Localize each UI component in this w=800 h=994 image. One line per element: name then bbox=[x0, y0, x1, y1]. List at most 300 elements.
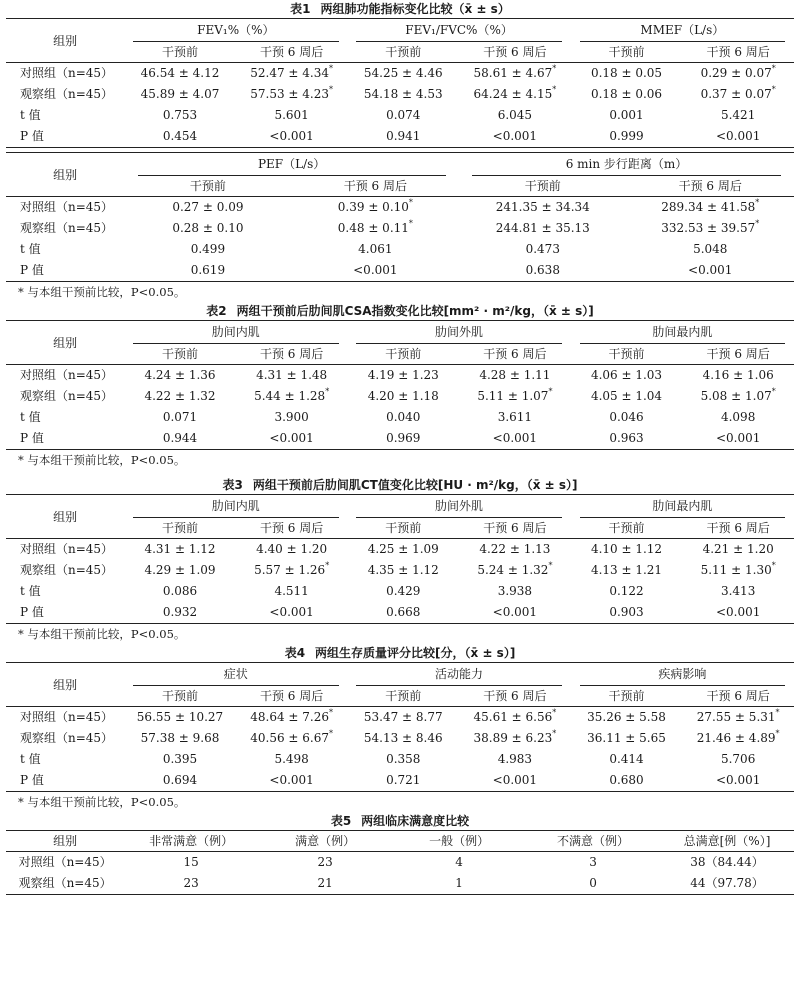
table-cell bbox=[124, 560, 236, 581]
cell-value: 5.498 bbox=[274, 752, 309, 766]
table-cell bbox=[236, 749, 348, 770]
table-cell bbox=[682, 581, 794, 602]
significance-marker: * bbox=[548, 561, 553, 570]
cell-value: 0.903 bbox=[609, 605, 644, 619]
cell-value: 4.40 ± 1.20 bbox=[256, 542, 328, 556]
table1-header-row bbox=[6, 19, 794, 43]
before-header: 干预前 bbox=[347, 344, 459, 365]
before-header: 干预前 bbox=[571, 42, 683, 63]
table-cell bbox=[571, 728, 683, 749]
table-cell bbox=[571, 126, 683, 148]
table2 bbox=[6, 320, 794, 450]
table-cell bbox=[124, 386, 236, 407]
table-cell bbox=[236, 602, 348, 624]
table2-colgroup-header bbox=[124, 321, 347, 345]
significance-marker: * bbox=[771, 387, 776, 396]
before-header: 干预前 bbox=[571, 686, 683, 707]
row-label: 对照组（n=45） bbox=[20, 66, 114, 80]
table-cell bbox=[124, 581, 236, 602]
cell-value: 0.499 bbox=[190, 242, 226, 256]
table-cell bbox=[347, 407, 459, 428]
table-cell bbox=[258, 852, 392, 874]
table-cell bbox=[682, 602, 794, 624]
table-cell bbox=[236, 84, 348, 105]
cell-value: 0.122 bbox=[609, 584, 644, 598]
cell-value: 5.11 ± 1.30 bbox=[700, 563, 772, 577]
cell-value: 0.071 bbox=[162, 410, 198, 424]
table5-caption-text: 两组临床满意度比较 bbox=[361, 814, 470, 828]
table-cell bbox=[236, 560, 348, 581]
table-row bbox=[6, 386, 794, 407]
table3-colgroup-label: 肋间最内肌 bbox=[580, 495, 785, 518]
significance-marker: * bbox=[771, 85, 776, 94]
table2-body bbox=[6, 365, 794, 450]
table1b-colgroup-label: 6 min 步行距离（m） bbox=[472, 153, 780, 176]
table-cell bbox=[236, 770, 348, 792]
table-cell bbox=[124, 873, 258, 895]
cell-value: 0.619 bbox=[190, 263, 226, 277]
table4-colgroup-header bbox=[571, 663, 794, 687]
table3-colgroup-header bbox=[347, 495, 570, 519]
significance-marker: * bbox=[755, 198, 760, 207]
table1b-colgroup-label: PEF（L/s） bbox=[138, 153, 446, 176]
after-header: 干预 6 周后 bbox=[459, 344, 571, 365]
table4-header-row bbox=[6, 663, 794, 687]
table-cell bbox=[124, 260, 291, 282]
table-cell bbox=[124, 539, 236, 561]
cell-value: <0.001 bbox=[269, 129, 314, 143]
table-cell bbox=[124, 84, 236, 105]
significance-marker: * bbox=[408, 198, 413, 207]
row-label: P 值 bbox=[20, 263, 44, 277]
table-cell bbox=[124, 407, 236, 428]
cell-value: 0.414 bbox=[609, 752, 644, 766]
after-header: 干预 6 周后 bbox=[682, 686, 794, 707]
table1b-body bbox=[6, 197, 794, 282]
table1-caption bbox=[6, 0, 794, 18]
before-header: 干预前 bbox=[124, 344, 236, 365]
cell-value: 54.25 ± 4.46 bbox=[363, 66, 443, 80]
cell-value: <0.001 bbox=[715, 773, 761, 787]
cell-value: <0.001 bbox=[715, 129, 761, 143]
row-label: 观察组（n=45） bbox=[20, 731, 114, 745]
cell-value: 0.429 bbox=[386, 584, 421, 598]
cell-value: 4.31 ± 1.12 bbox=[144, 542, 216, 556]
table-cell bbox=[459, 581, 571, 602]
table4-colgroup-label: 症状 bbox=[133, 663, 338, 686]
table-row bbox=[6, 239, 794, 260]
cell-value: 46.54 ± 4.12 bbox=[140, 66, 220, 80]
table-cell bbox=[459, 63, 571, 85]
table1-group-header: 组别 bbox=[6, 19, 124, 63]
table1-colgroup-header bbox=[347, 19, 570, 43]
table5-header-satisfied: 满意（例） bbox=[258, 831, 392, 852]
cell-value: 0.27 ± 0.09 bbox=[172, 200, 244, 214]
table-cell bbox=[292, 218, 459, 239]
table-cell bbox=[347, 365, 459, 387]
table-cell bbox=[627, 218, 795, 239]
cell-value: 5.11 ± 1.07 bbox=[477, 389, 549, 403]
table5-header-neutral: 一般（例） bbox=[392, 831, 526, 852]
table-cell bbox=[571, 365, 683, 387]
table-cell bbox=[627, 260, 795, 282]
table4-body bbox=[6, 707, 794, 792]
table-cell bbox=[459, 386, 571, 407]
table-cell bbox=[682, 126, 794, 148]
table-cell bbox=[292, 197, 459, 219]
table-cell bbox=[124, 105, 236, 126]
cell-value: <0.001 bbox=[353, 263, 398, 277]
cell-value: <0.001 bbox=[492, 129, 538, 143]
table-cell bbox=[459, 365, 571, 387]
table5-header-unsatisfied: 不满意（例） bbox=[526, 831, 660, 852]
table-row bbox=[6, 728, 794, 749]
cell-value: 53.47 ± 8.77 bbox=[363, 710, 443, 724]
table-cell bbox=[124, 428, 236, 450]
table4-colgroup-label: 活动能力 bbox=[356, 663, 561, 686]
after-header: 干预 6 周后 bbox=[459, 518, 571, 539]
table5-caption bbox=[6, 812, 794, 830]
cell-value: 5.08 ± 1.07 bbox=[700, 389, 772, 403]
cell-value: 21 bbox=[317, 876, 333, 890]
table-row bbox=[6, 428, 794, 450]
table-cell bbox=[347, 560, 459, 581]
table1b-group-header: 组别 bbox=[6, 153, 124, 197]
cell-value: 5.048 bbox=[693, 242, 728, 256]
cell-value: 0.932 bbox=[162, 605, 198, 619]
cell-value: 0.18 ± 0.06 bbox=[590, 87, 663, 101]
significance-marker: * bbox=[325, 387, 330, 396]
cell-value: 5.57 ± 1.26 bbox=[254, 563, 326, 577]
table-cell bbox=[124, 63, 236, 85]
row-label: t 值 bbox=[20, 584, 41, 598]
cell-value: 0.046 bbox=[609, 410, 644, 424]
row-label: 观察组（n=45） bbox=[20, 87, 114, 101]
after-header: 干预 6 周后 bbox=[292, 176, 459, 197]
cell-value: <0.001 bbox=[715, 605, 761, 619]
cell-value: 241.35 ± 34.34 bbox=[495, 200, 590, 214]
table1-colgroup-header bbox=[571, 19, 794, 43]
cell-value: 4.29 ± 1.09 bbox=[144, 563, 216, 577]
cell-value: 0.473 bbox=[525, 242, 560, 256]
table4-caption bbox=[6, 644, 794, 662]
table-cell bbox=[459, 728, 571, 749]
before-header: 干预前 bbox=[124, 42, 236, 63]
cell-value: 0.721 bbox=[386, 773, 421, 787]
table-cell bbox=[571, 581, 683, 602]
cell-value: 1 bbox=[455, 876, 463, 890]
significance-marker: * bbox=[552, 708, 557, 717]
table1-body bbox=[6, 63, 794, 148]
row-label: P 值 bbox=[20, 773, 44, 787]
table-cell bbox=[459, 560, 571, 581]
table-cell bbox=[682, 105, 794, 126]
table-cell bbox=[236, 581, 348, 602]
cell-value: <0.001 bbox=[688, 263, 733, 277]
table-cell bbox=[571, 84, 683, 105]
table1b-header-row bbox=[6, 153, 794, 177]
table1-colgroup-label: MMEF（L/s） bbox=[580, 19, 785, 42]
cell-value: 38（84.44） bbox=[690, 855, 764, 869]
row-label: 观察组（n=45） bbox=[20, 389, 114, 403]
row-label: P 值 bbox=[20, 431, 44, 445]
table-cell bbox=[571, 428, 683, 450]
after-header: 干预 6 周后 bbox=[236, 518, 348, 539]
table-cell bbox=[459, 770, 571, 792]
row-label: t 值 bbox=[20, 410, 41, 424]
table-cell bbox=[124, 126, 236, 148]
cell-value: 54.18 ± 4.53 bbox=[363, 87, 443, 101]
table3-header-row bbox=[6, 495, 794, 519]
table2-colgroup-header bbox=[571, 321, 794, 345]
cell-value: 3.611 bbox=[497, 410, 533, 424]
table5-header-very-satisfied: 非常满意（例） bbox=[124, 831, 258, 852]
row-label: 对照组（n=45） bbox=[20, 368, 114, 382]
cell-value: 4.511 bbox=[274, 584, 309, 598]
table-row bbox=[6, 197, 794, 219]
table-cell bbox=[682, 707, 794, 729]
cell-value: 0.001 bbox=[609, 108, 644, 122]
table-cell bbox=[292, 239, 459, 260]
after-header: 干预 6 周后 bbox=[236, 686, 348, 707]
cell-value: 3.413 bbox=[720, 584, 756, 598]
table1b-subheader-row bbox=[6, 176, 794, 197]
cell-value: 0.28 ± 0.10 bbox=[172, 221, 244, 235]
cell-value: 44（97.78） bbox=[690, 876, 764, 890]
cell-value: 332.53 ± 39.57 bbox=[661, 221, 756, 235]
cell-value: 0.680 bbox=[609, 773, 644, 787]
table-cell bbox=[236, 365, 348, 387]
table-cell bbox=[627, 197, 795, 219]
cell-value: 35.26 ± 5.58 bbox=[587, 710, 666, 724]
cell-value: 0.454 bbox=[162, 129, 198, 143]
table5 bbox=[6, 830, 794, 895]
table1-subheader-row bbox=[6, 42, 794, 63]
table2-colgroup-label: 肋间内肌 bbox=[133, 321, 338, 344]
table2-caption bbox=[6, 302, 794, 320]
table-cell bbox=[682, 749, 794, 770]
table-cell bbox=[124, 749, 236, 770]
cell-value: 4.10 ± 1.12 bbox=[590, 542, 663, 556]
table4-footnote: * 与本组干预前比较，P<0.05。 bbox=[18, 795, 186, 809]
table-cell bbox=[124, 218, 291, 239]
table1-caption-text: 两组肺功能指标变化比较（x̄ ± s） bbox=[320, 2, 510, 16]
table-cell bbox=[571, 407, 683, 428]
cell-value: 4.098 bbox=[720, 410, 756, 424]
before-header: 干预前 bbox=[347, 42, 459, 63]
table3-caption bbox=[6, 476, 794, 494]
table-cell bbox=[459, 84, 571, 105]
table5-header-total-satisfied: 总满意[例（%）] bbox=[660, 831, 794, 852]
cell-value: 4.06 ± 1.03 bbox=[590, 368, 663, 382]
table3-caption-text: 两组干预前后肋间肌CT值变化比较[HU · m²/kg，（x̄ ± s）] bbox=[252, 478, 578, 492]
table-cell bbox=[124, 197, 291, 219]
cell-value: 21.46 ± 4.89 bbox=[696, 731, 776, 745]
cell-value: 0.48 ± 0.11 bbox=[337, 221, 409, 235]
cell-value: 0.39 ± 0.10 bbox=[337, 200, 409, 214]
table-cell bbox=[347, 581, 459, 602]
table-cell bbox=[258, 873, 392, 895]
page bbox=[6, 0, 794, 895]
cell-value: 3 bbox=[589, 855, 597, 869]
row-label: t 值 bbox=[20, 242, 41, 256]
table-cell bbox=[292, 260, 459, 282]
significance-marker: * bbox=[771, 64, 776, 73]
table-cell bbox=[571, 602, 683, 624]
after-header: 干预 6 周后 bbox=[627, 176, 795, 197]
table1-colgroup-label: FEV₁%（%） bbox=[133, 19, 338, 42]
cell-value: 5.601 bbox=[274, 108, 309, 122]
table-cell bbox=[124, 239, 291, 260]
cell-value: 0.694 bbox=[162, 773, 198, 787]
cell-value: 0.963 bbox=[609, 431, 644, 445]
table-cell bbox=[124, 770, 236, 792]
table2-colgroup-header bbox=[347, 321, 570, 345]
table5-header-row bbox=[6, 831, 794, 852]
significance-marker: * bbox=[755, 219, 760, 228]
cell-value: 5.24 ± 1.32 bbox=[477, 563, 549, 577]
cell-value: 5.421 bbox=[720, 108, 756, 122]
cell-value: 4.22 ± 1.13 bbox=[479, 542, 551, 556]
cell-value: 0.37 ± 0.07 bbox=[700, 87, 772, 101]
after-header: 干预 6 周后 bbox=[682, 518, 794, 539]
cell-value: 3.900 bbox=[274, 410, 309, 424]
cell-value: 54.13 ± 8.46 bbox=[363, 731, 443, 745]
before-header: 干预前 bbox=[571, 344, 683, 365]
cell-value: 4.061 bbox=[358, 242, 393, 256]
table-cell bbox=[627, 239, 795, 260]
cell-value: 4.22 ± 1.32 bbox=[144, 389, 216, 403]
table1-caption-number: 表1 bbox=[290, 2, 311, 16]
cell-value: 4.19 ± 1.23 bbox=[367, 368, 439, 382]
row-label: P 值 bbox=[20, 605, 44, 619]
table2-colgroup-label: 肋间外肌 bbox=[356, 321, 561, 344]
after-header: 干预 6 周后 bbox=[236, 42, 348, 63]
significance-marker: * bbox=[775, 729, 780, 738]
table-row bbox=[6, 260, 794, 282]
cell-value: 0.638 bbox=[525, 263, 560, 277]
cell-value: 4.13 ± 1.21 bbox=[590, 563, 663, 577]
table-cell bbox=[124, 852, 258, 874]
before-header: 干预前 bbox=[347, 686, 459, 707]
cell-value: 52.47 ± 4.34 bbox=[250, 66, 329, 80]
row-label: 对照组（n=45） bbox=[20, 710, 114, 724]
table3-subheader-row bbox=[6, 518, 794, 539]
table3-colgroup-label: 肋间内肌 bbox=[133, 495, 338, 518]
table-cell bbox=[236, 63, 348, 85]
table-cell bbox=[526, 873, 660, 895]
table1-footnote: * 与本组干预前比较，P<0.05。 bbox=[18, 285, 186, 299]
table-row bbox=[6, 407, 794, 428]
table-cell bbox=[347, 386, 459, 407]
table-cell bbox=[459, 105, 571, 126]
table-cell bbox=[347, 126, 459, 148]
table3-colgroup-header bbox=[124, 495, 347, 519]
cell-value: 244.81 ± 35.13 bbox=[495, 221, 590, 235]
significance-marker: * bbox=[552, 64, 557, 73]
table3-colgroup-header bbox=[571, 495, 794, 519]
table-cell bbox=[660, 852, 794, 874]
before-header: 干预前 bbox=[347, 518, 459, 539]
after-header: 干预 6 周后 bbox=[682, 42, 794, 63]
cell-value: 6.045 bbox=[497, 108, 533, 122]
cell-value: 289.34 ± 41.58 bbox=[661, 200, 756, 214]
table-row bbox=[6, 873, 794, 895]
table-cell bbox=[571, 63, 683, 85]
table-row bbox=[6, 84, 794, 105]
cell-value: 0.086 bbox=[162, 584, 198, 598]
cell-value: 0.395 bbox=[162, 752, 198, 766]
cell-value: 57.53 ± 4.23 bbox=[250, 87, 329, 101]
cell-value: 36.11 ± 5.65 bbox=[587, 731, 666, 745]
table5-caption-number: 表5 bbox=[330, 814, 352, 828]
before-header: 干预前 bbox=[571, 518, 683, 539]
cell-value: 4.16 ± 1.06 bbox=[702, 368, 774, 382]
cell-value: 27.55 ± 5.31 bbox=[696, 710, 776, 724]
table1 bbox=[6, 18, 794, 148]
table-cell bbox=[682, 539, 794, 561]
table5-body bbox=[6, 852, 794, 895]
cell-value: 0.358 bbox=[386, 752, 421, 766]
table4-colgroup-header bbox=[347, 663, 570, 687]
cell-value: <0.001 bbox=[715, 431, 761, 445]
table-cell bbox=[459, 260, 626, 282]
cell-value: <0.001 bbox=[492, 431, 538, 445]
table-cell bbox=[682, 428, 794, 450]
table-cell bbox=[347, 539, 459, 561]
after-header: 干预 6 周后 bbox=[236, 344, 348, 365]
table-cell bbox=[571, 560, 683, 581]
table3-group-header: 组别 bbox=[6, 495, 124, 539]
table-cell bbox=[124, 728, 236, 749]
table-row bbox=[6, 581, 794, 602]
table-cell bbox=[682, 84, 794, 105]
table4-colgroup-label: 疾病影响 bbox=[580, 663, 785, 686]
table-cell bbox=[236, 539, 348, 561]
table-cell bbox=[459, 428, 571, 450]
significance-marker: * bbox=[325, 561, 330, 570]
cell-value: 0.074 bbox=[386, 108, 421, 122]
cell-value: 4.05 ± 1.04 bbox=[590, 389, 663, 403]
cell-value: 0.668 bbox=[386, 605, 421, 619]
cell-value: 40.56 ± 6.67 bbox=[250, 731, 329, 745]
before-header: 干预前 bbox=[459, 176, 626, 197]
cell-value: 4 bbox=[455, 855, 463, 869]
cell-value: <0.001 bbox=[269, 605, 314, 619]
row-label: 观察组（n=45） bbox=[18, 876, 112, 890]
cell-value: <0.001 bbox=[269, 431, 314, 445]
table-cell bbox=[571, 707, 683, 729]
row-label: t 值 bbox=[20, 108, 41, 122]
cell-value: <0.001 bbox=[492, 773, 538, 787]
row-label: 对照组（n=45） bbox=[20, 542, 114, 556]
after-header: 干预 6 周后 bbox=[682, 344, 794, 365]
table3-colgroup-label: 肋间外肌 bbox=[356, 495, 561, 518]
row-label: P 值 bbox=[20, 129, 44, 143]
table-row bbox=[6, 560, 794, 581]
table-row bbox=[6, 105, 794, 126]
row-label: 对照组（n=45） bbox=[20, 200, 114, 214]
table2-colgroup-label: 肋间最内肌 bbox=[580, 321, 785, 344]
cell-value: 4.21 ± 1.20 bbox=[702, 542, 774, 556]
table-row bbox=[6, 218, 794, 239]
cell-value: 0.941 bbox=[386, 129, 421, 143]
significance-marker: * bbox=[771, 561, 776, 570]
table3 bbox=[6, 494, 794, 624]
cell-value: 23 bbox=[317, 855, 333, 869]
table3-body bbox=[6, 539, 794, 624]
table-cell bbox=[459, 602, 571, 624]
